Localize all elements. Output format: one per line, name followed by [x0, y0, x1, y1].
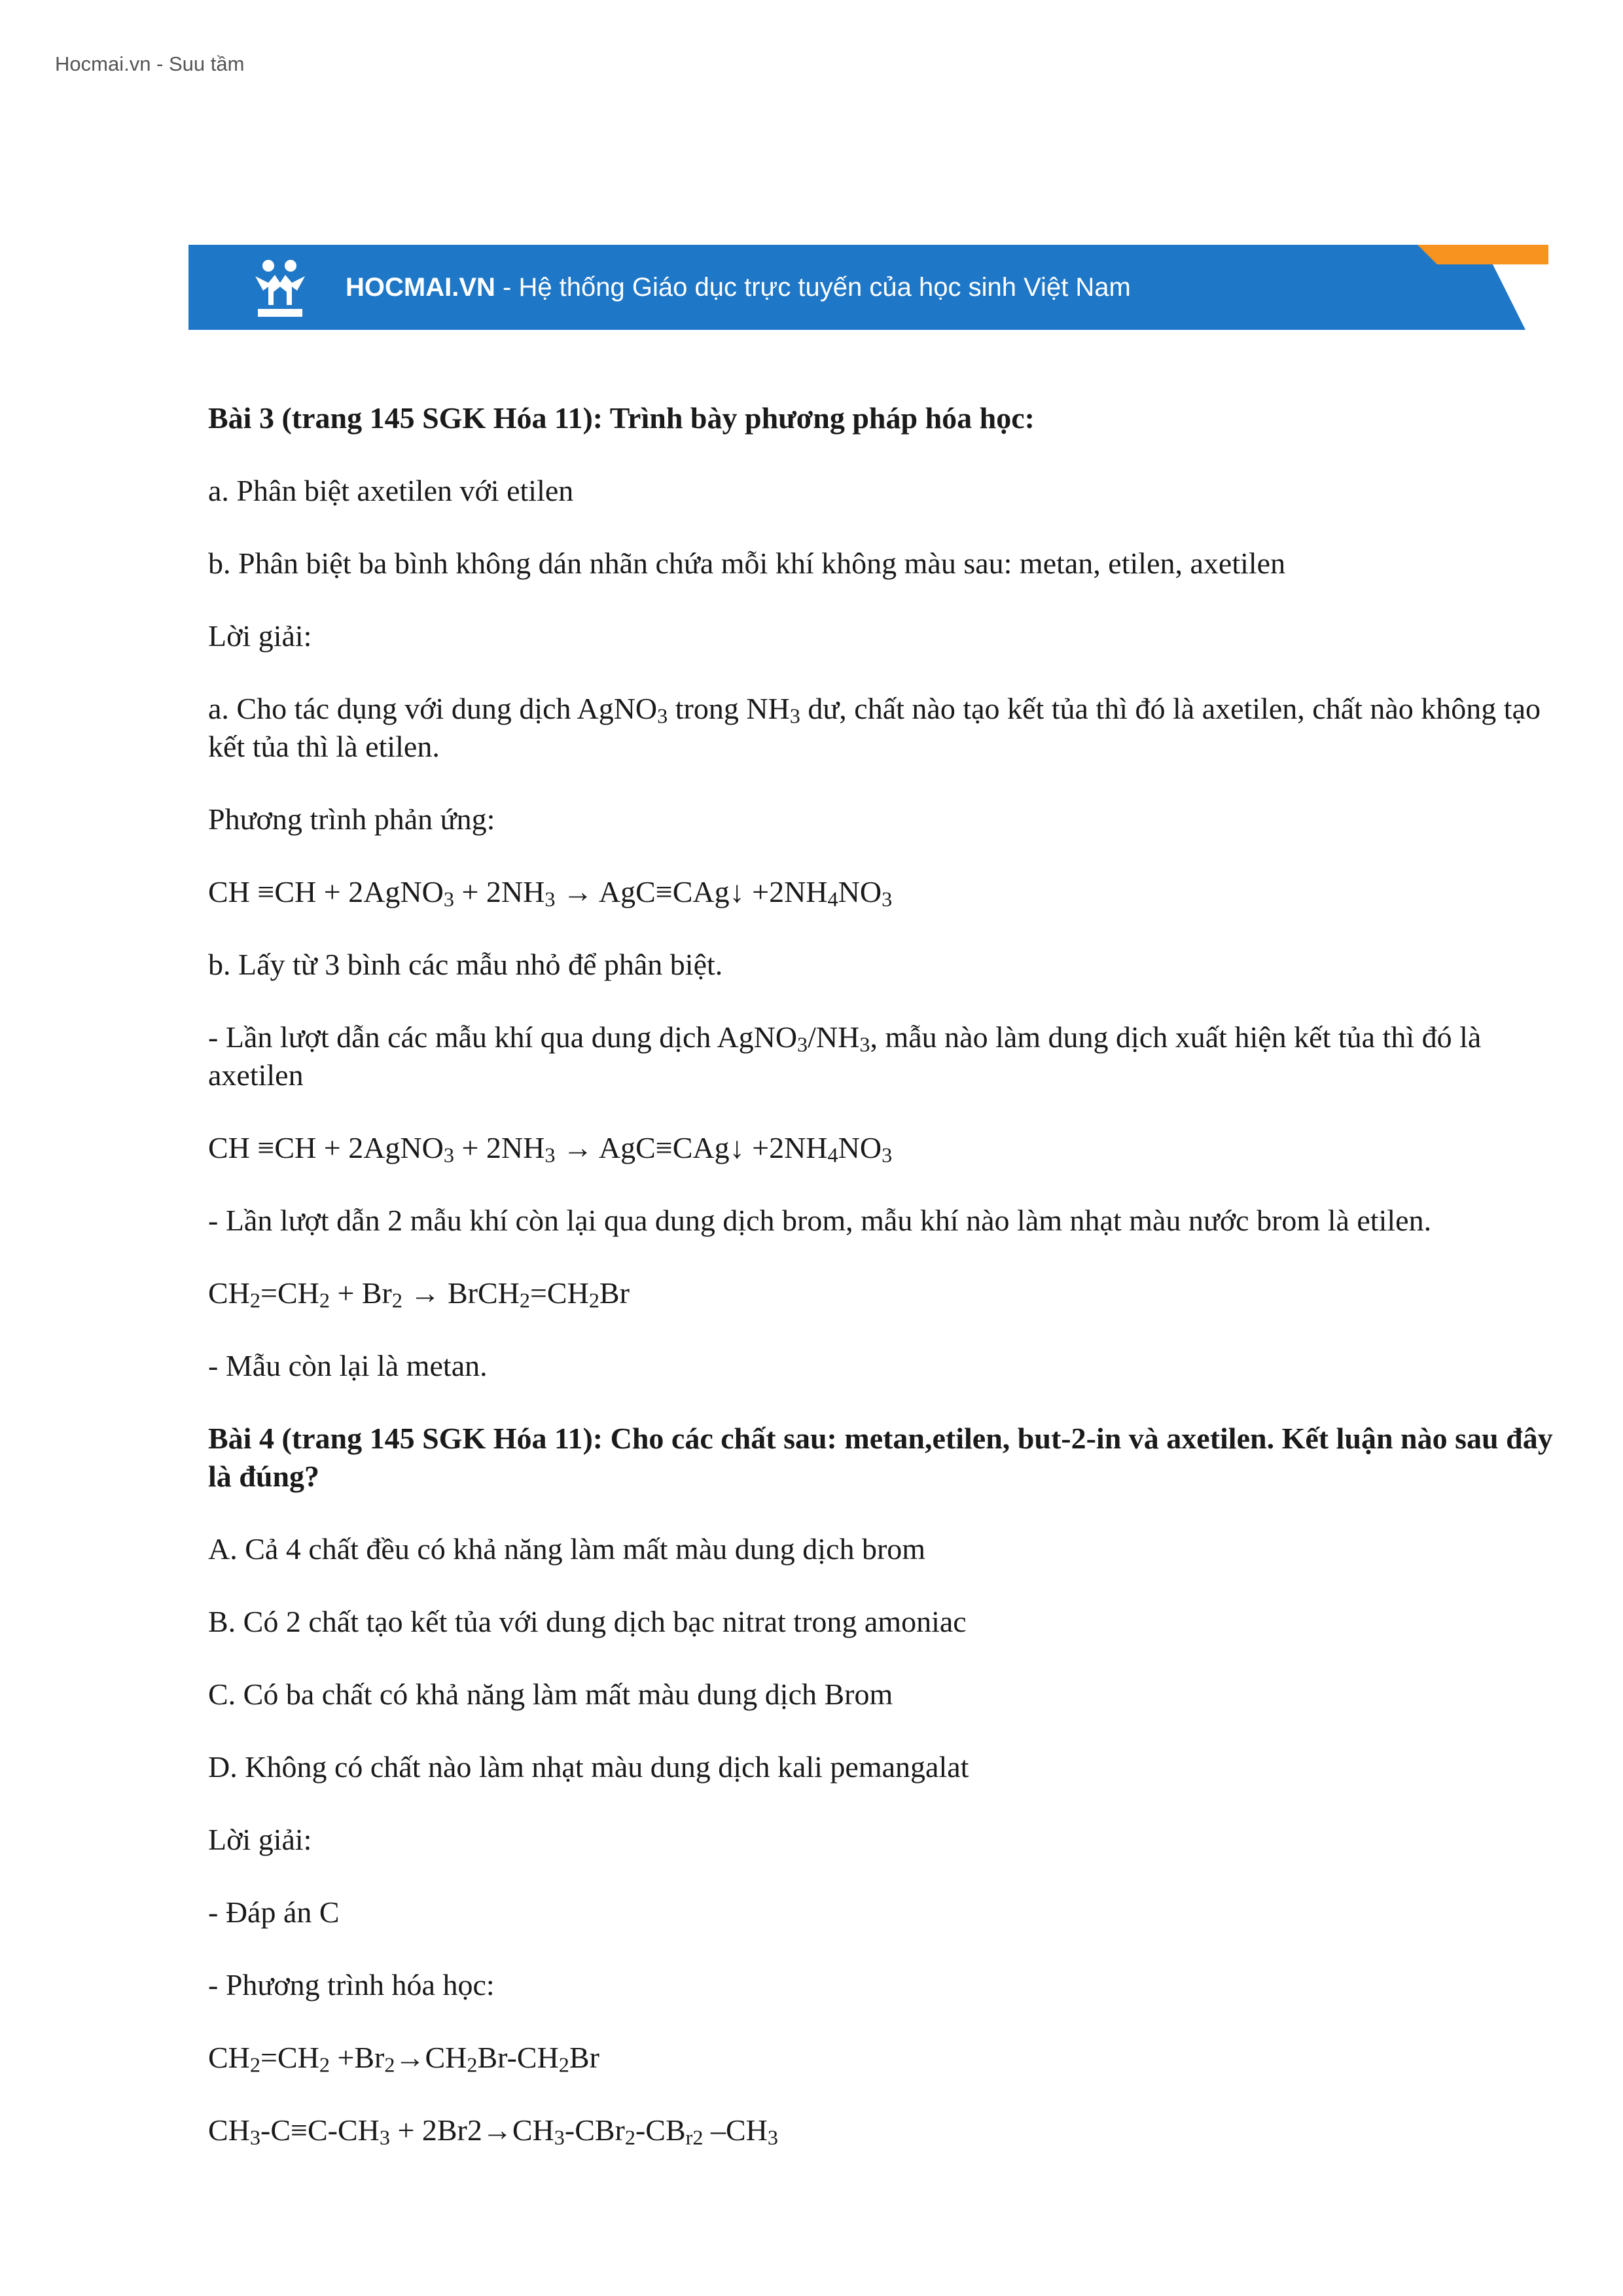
- banner-title: [346, 245, 1131, 330]
- bai3-part-a: a. Phân biệt axetilen với etilen: [208, 474, 574, 507]
- step-3: - Mẫu còn lại là metan.: [208, 1349, 488, 1382]
- banner-corner-decoration: [1378, 245, 1548, 330]
- equation-1: CH ≡CH + 2AgNO$_3$ + $2NH_3$ → AgC≡CAg↓ $+2NH_4NO_3$: [208, 875, 893, 911]
- banner-brand: HOCMAI.VN: [346, 273, 495, 302]
- option-b: B. Có 2 chất tạo kết tủa với dung dịch bạc nitrat trong amoniac: [208, 1605, 967, 1638]
- step-2: - Lần lượt dẫn 2 mẫu khí còn lại qua dung dịch brom, mẫu khí nào làm nhạt màu nước brom là etilen.: [208, 1204, 1432, 1237]
- option-c: C. Có ba chất có khả năng làm mất màu dung dịch Brom: [208, 1677, 893, 1711]
- option-a: A. Cả 4 chất đều có khả năng làm mất màu dung dịch brom: [208, 1532, 926, 1566]
- bai3-part-b: b. Phân biệt ba bình không dán nhãn chứa mỗi khí không màu sau: metan, etilen, axetilen: [208, 547, 1286, 580]
- bai4-solution-label: Lời giải:: [208, 1823, 312, 1856]
- step-1: - Lần lượt dẫn các mẫu khí qua dung dịch $AgNO_3/NH_3$, mẫu nào làm dung dịch xuất hiện kết tủa thì đó là axetilen: [208, 1020, 1482, 1092]
- chemical-equations-label: - Phương trình hóa học:: [208, 1968, 495, 2001]
- bai3-title: Bài 3 (trang 145 SGK Hóa 11): Trình bày phương pháp hóa học:: [208, 401, 1035, 435]
- page-watermark: Hocmai.vn - Suu tầm: [55, 52, 245, 75]
- equation-3: $CH_2=CH_2 + Br_2$ → $BrCH_2=CH_2Br$: [208, 1276, 630, 1312]
- hocmai-logo-icon: [249, 257, 312, 319]
- answer-key: - Đáp án C: [208, 1895, 340, 1929]
- option-d: D. Không có chất nào làm nhạt màu dung dịch kali pemangalat: [208, 1750, 969, 1784]
- bai3-solution-label: Lời giải:: [208, 619, 312, 653]
- bai4-title: Bài 4 (trang 145 SGK Hóa 11): Cho các chất sau: metan,etilen, but-2-in và axetilen. Kết luận nào sau đây là đúng?: [208, 1422, 1553, 1493]
- banner-tagline: - Hệ thống Giáo dục trực tuyến của học sinh Việt Nam: [495, 273, 1131, 302]
- equation-4: $CH_2=CH_2 +Br_2\to CH_2Br-CH_2Br$: [208, 2041, 599, 2077]
- hocmai-banner: [188, 245, 1548, 330]
- document-body: [208, 399, 1556, 2184]
- equation-5: $CH_3-C\equiv C-CH_3 + 2Br2\to CH_3-CBr_2-CB_{r2}$ $-CH_3$: [208, 2113, 778, 2149]
- reaction-label: Phương trình phản ứng:: [208, 802, 495, 836]
- equation-2: CH ≡CH + 2AgNO$_3$ + $2NH_3$ → AgC≡CAg↓ $+2NH_4NO_3$: [208, 1131, 893, 1167]
- bai3-answer-a: a. Cho tác dụng với dung dịch AgNO$_3$ trong $NH_3$ dư, chất nào tạo kết tủa thì đó là axetilen, chất nào không tạo kết tủa thì là etilen.: [208, 692, 1541, 763]
- bai3-answer-b: b. Lấy từ 3 bình các mẫu nhỏ để phân biệt.: [208, 948, 723, 981]
